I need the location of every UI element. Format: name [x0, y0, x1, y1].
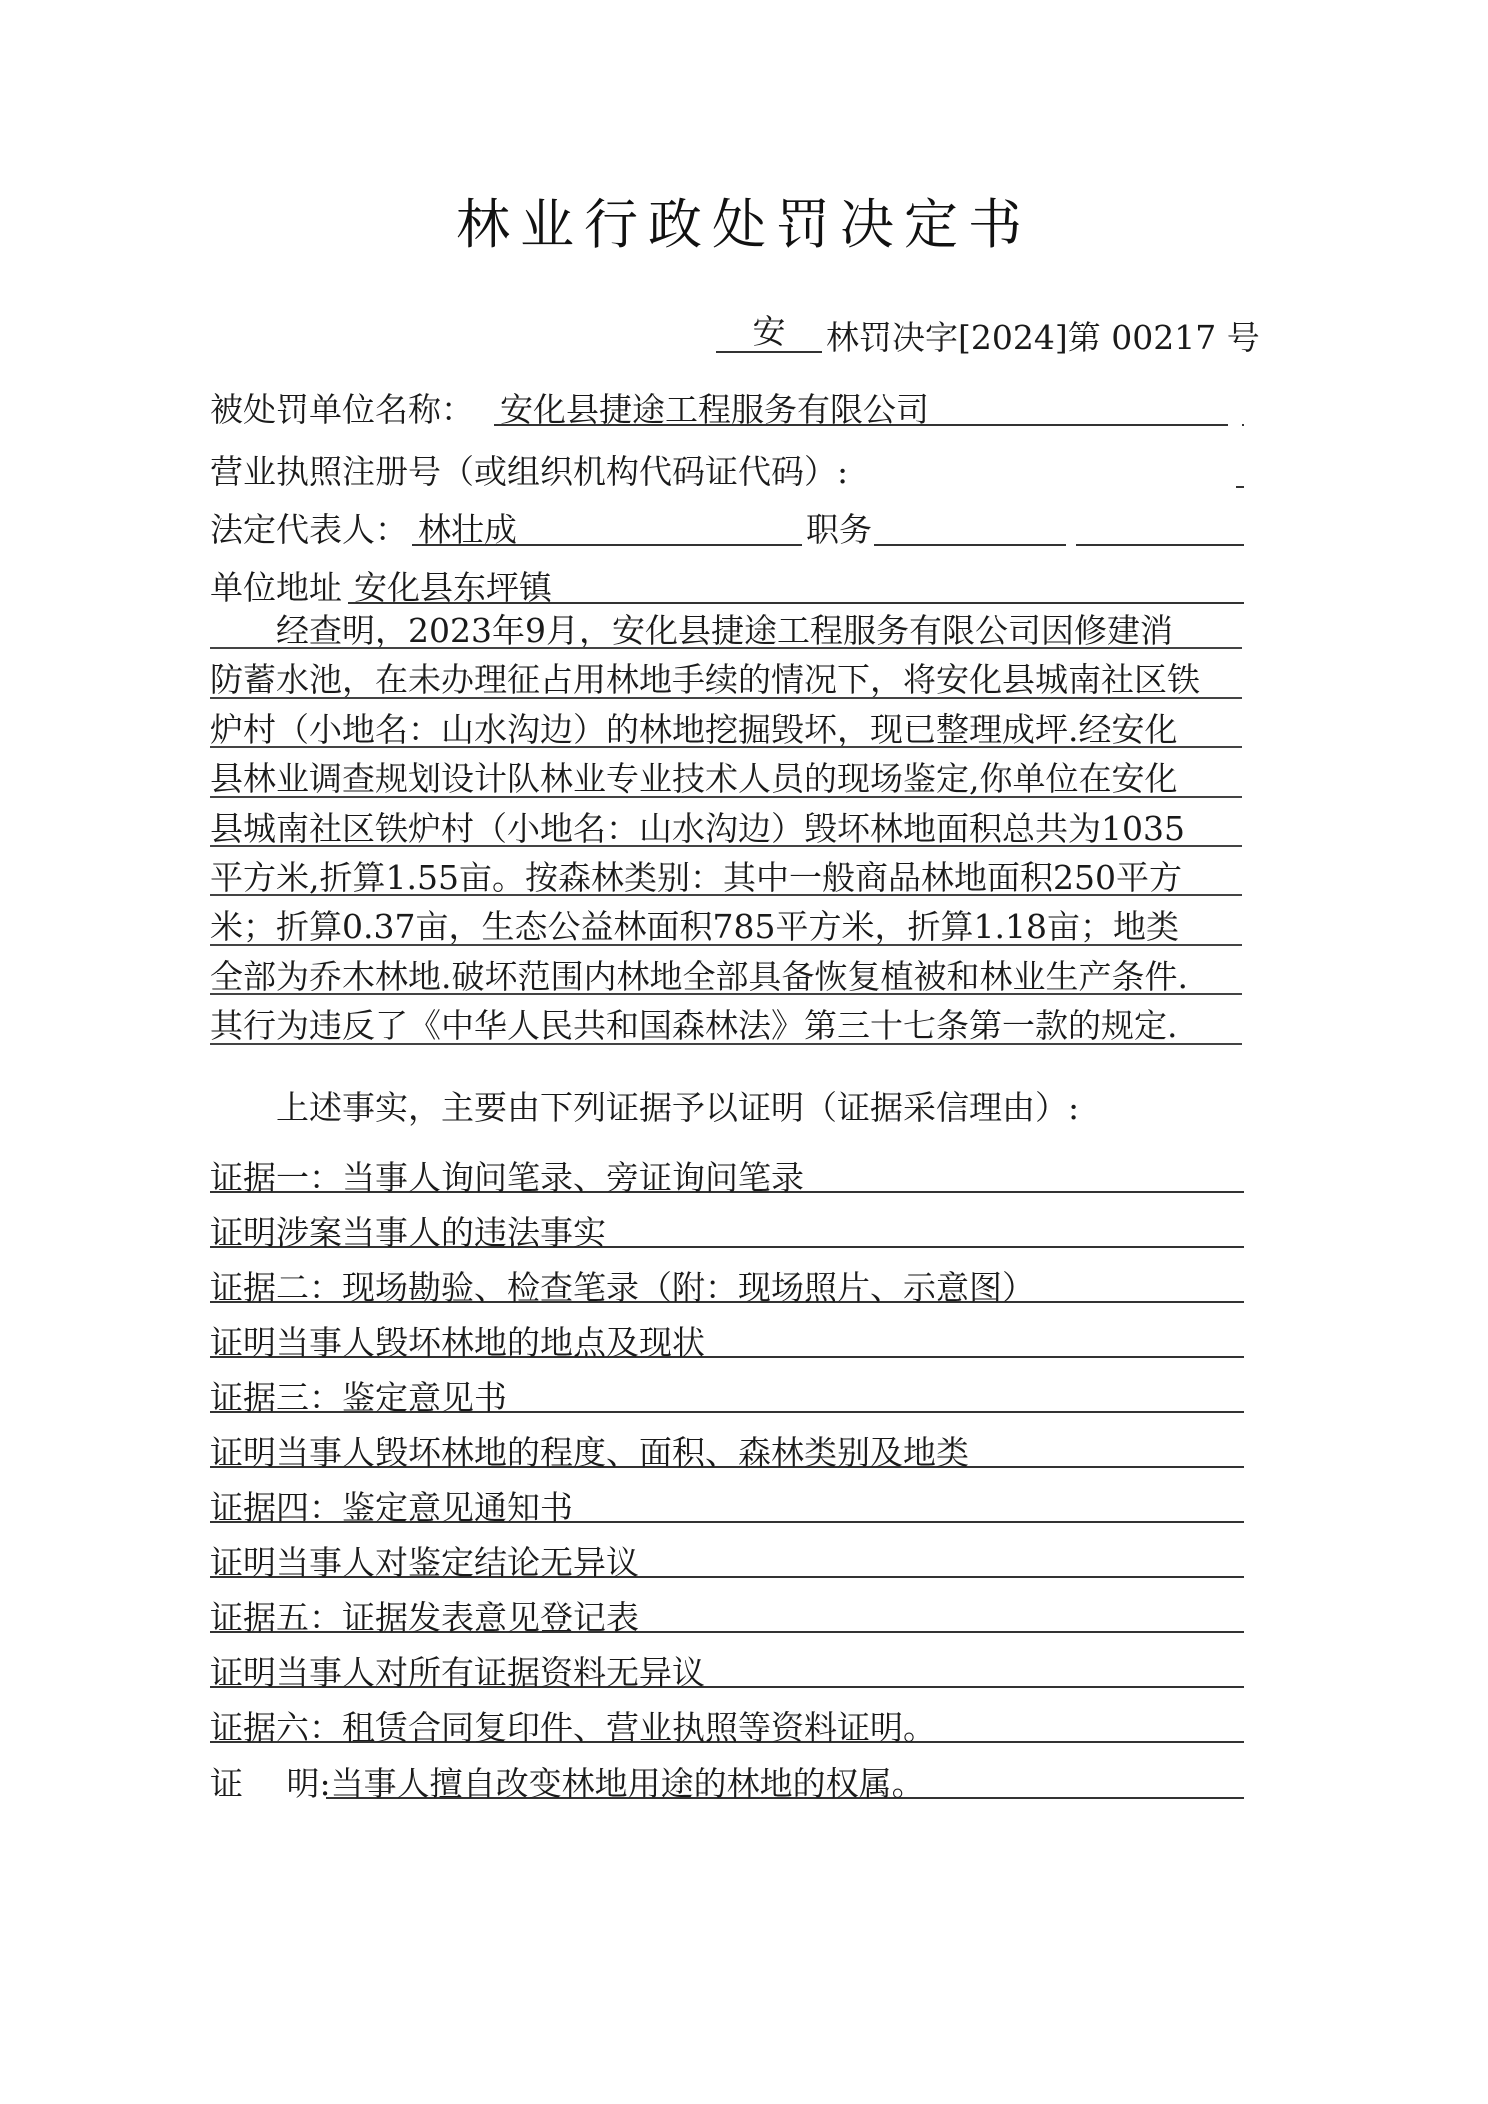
position-underline — [874, 544, 1244, 546]
evidence-4-proof: 证明当事人对鉴定结论无异议 — [210, 1529, 1244, 1584]
facts-line: 平方米,折算1.55亩。按森林类别：其中一般商品林地面积250平方 — [210, 853, 1242, 902]
evidence-6 — [210, 1694, 1244, 1749]
facts-line: 县林业调查规划设计队林业专业技术人员的现场鉴定,你单位在安化 — [210, 754, 1242, 803]
legal-rep-label: 法定代表人： — [210, 510, 408, 549]
final-proof-text: 当事人擅自改变林地用途的林地的权属。 — [330, 1764, 925, 1803]
evidence-label: 证据三： — [210, 1378, 342, 1417]
evidence-label: 证据一： — [210, 1158, 342, 1197]
final-proof — [210, 1750, 1244, 1805]
license-label: 营业执照注册号（或组织机构代码证代码）: — [210, 452, 849, 491]
evidence-label: 证据五： — [210, 1598, 342, 1637]
facts-line: 米；折算0.37亩，生态公益林面积785平方米，折算1.18亩；地类 — [210, 902, 1242, 951]
evidence-text: 当事人询问笔录、旁证询问笔录 — [342, 1158, 804, 1197]
evidence-1 — [210, 1144, 1244, 1199]
evidence-5-proof: 证明当事人对所有证据资料无异议 — [210, 1639, 1244, 1694]
evidence-2 — [210, 1254, 1244, 1309]
facts-line: 县城南社区铁炉村（小地名：山水沟边）毁坏林地面积总共为1035 — [210, 804, 1242, 853]
evidence-label: 证据二： — [210, 1268, 342, 1307]
final-proof-label: 证 明: — [210, 1764, 331, 1803]
facts-paragraph — [210, 606, 1242, 1051]
unit-name-label: 被处罚单位名称： — [210, 390, 474, 429]
facts-line: 其行为违反了《中华人民共和国森林法》第三十七条第一款的规定. — [210, 1001, 1242, 1050]
facts-line: 炉村（小地名：山水沟边）的林地挖掘毁坏，现已整理成坪.经安化 — [210, 705, 1242, 754]
legal-rep-value: 林壮成 — [418, 510, 517, 549]
evidence-label: 证据四： — [210, 1488, 342, 1527]
decision-number-prefix: 安 — [716, 312, 822, 353]
evidence-2-proof: 证明当事人毁坏林地的地点及现状 — [210, 1309, 1244, 1364]
facts-line: 防蓄水池，在未办理征占用林地手续的情况下，将安化县城南社区铁 — [210, 655, 1242, 704]
evidence-label: 证据六： — [210, 1708, 342, 1747]
evidence-1-proof: 证明涉案当事人的违法事实 — [210, 1199, 1244, 1254]
unit-name-value: 安化县捷途工程服务有限公司 — [500, 390, 929, 429]
address-value: 安化县东坪镇 — [354, 568, 552, 607]
evidence-3 — [210, 1364, 1244, 1419]
evidence-3-proof: 证明当事人毁坏林地的程度、面积、森林类别及地类 — [210, 1419, 1244, 1474]
facts-line: 全部为乔木林地.破坏范围内林地全部具备恢复植被和林业生产条件. — [210, 952, 1242, 1001]
document-title: 林业行政处罚决定书 — [456, 193, 1032, 256]
evidence-5 — [210, 1584, 1244, 1639]
decision-number: 林罚决字[2024]第 00217 号 — [826, 318, 1260, 357]
evidence-4 — [210, 1474, 1244, 1529]
redaction-block — [1066, 524, 1076, 558]
redaction-block — [1228, 424, 1242, 486]
evidence-text: 现场勘验、检查笔录（附：现场照片、示意图） — [342, 1268, 1035, 1307]
evidence-text: 证据发表意见登记表 — [342, 1598, 639, 1637]
position-label: 职务 — [806, 510, 872, 549]
evidence-text: 鉴定意见书 — [342, 1378, 507, 1417]
evidence-text: 鉴定意见通知书 — [342, 1488, 573, 1527]
evidence-text: 租赁合同复印件、营业执照等资料证明。 — [342, 1708, 936, 1747]
address-label: 单位地址 — [210, 568, 342, 607]
evidence-intro: 上述事实，主要由下列证据予以证明（证据采信理由）: — [210, 1088, 1080, 1127]
license-underline — [1236, 486, 1244, 488]
facts-line: 经查明，2023年9月，安化县捷途工程服务有限公司因修建消 — [210, 606, 1242, 655]
